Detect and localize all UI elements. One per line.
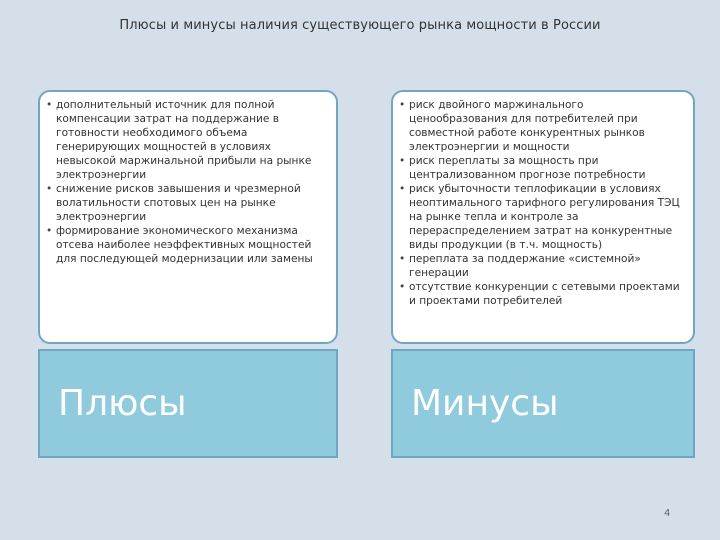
cons-item: • риск двойного маржинального ценообразования для потребителей при совместной работе конкурентных рынков электроэнергии и мощности	[399, 98, 685, 154]
slide-title: Плюсы и минусы наличия существующего рынка мощности в России	[119, 18, 601, 33]
cons-label-box	[391, 349, 695, 458]
cons-list	[399, 98, 685, 308]
pros-panel	[38, 90, 338, 344]
cons-item: • риск переплаты за мощность при централизованном прогнозе потребности	[399, 154, 685, 182]
pros-label-box	[38, 349, 338, 458]
cons-label: Минусы	[411, 383, 559, 424]
pros-list	[46, 98, 328, 266]
pros-item: • снижение рисков завышения и чрезмерной волатильности спотовых цен на рынке электроэнергии	[46, 182, 328, 224]
cons-item: • отсутствие конкуренции с сетевыми проектами и проектами потребителей	[399, 280, 685, 308]
cons-item: • переплата за поддержание «системной» генерации	[399, 252, 685, 280]
cons-panel	[391, 90, 695, 344]
page-number: 4	[664, 508, 671, 519]
pros-item: • дополнительный источник для полной компенсации затрат на поддержание в готовности необходимого объема генерирующих мощностей в условиях невысокой маржинальной прибыли на рынке электроэнергии	[46, 98, 328, 182]
pros-label: Плюсы	[58, 383, 187, 424]
pros-item: • формирование экономического механизма отсева наиболее неэффективных мощностей для последующей модернизации или замены	[46, 224, 328, 266]
cons-item: • риск убыточности теплофикации в условиях неоптимального тарифного регулирования ТЭЦ на рынке тепла и контроле за перераспределением затрат на конкурентные виды продукции (в т.ч. мощность)	[399, 182, 685, 252]
